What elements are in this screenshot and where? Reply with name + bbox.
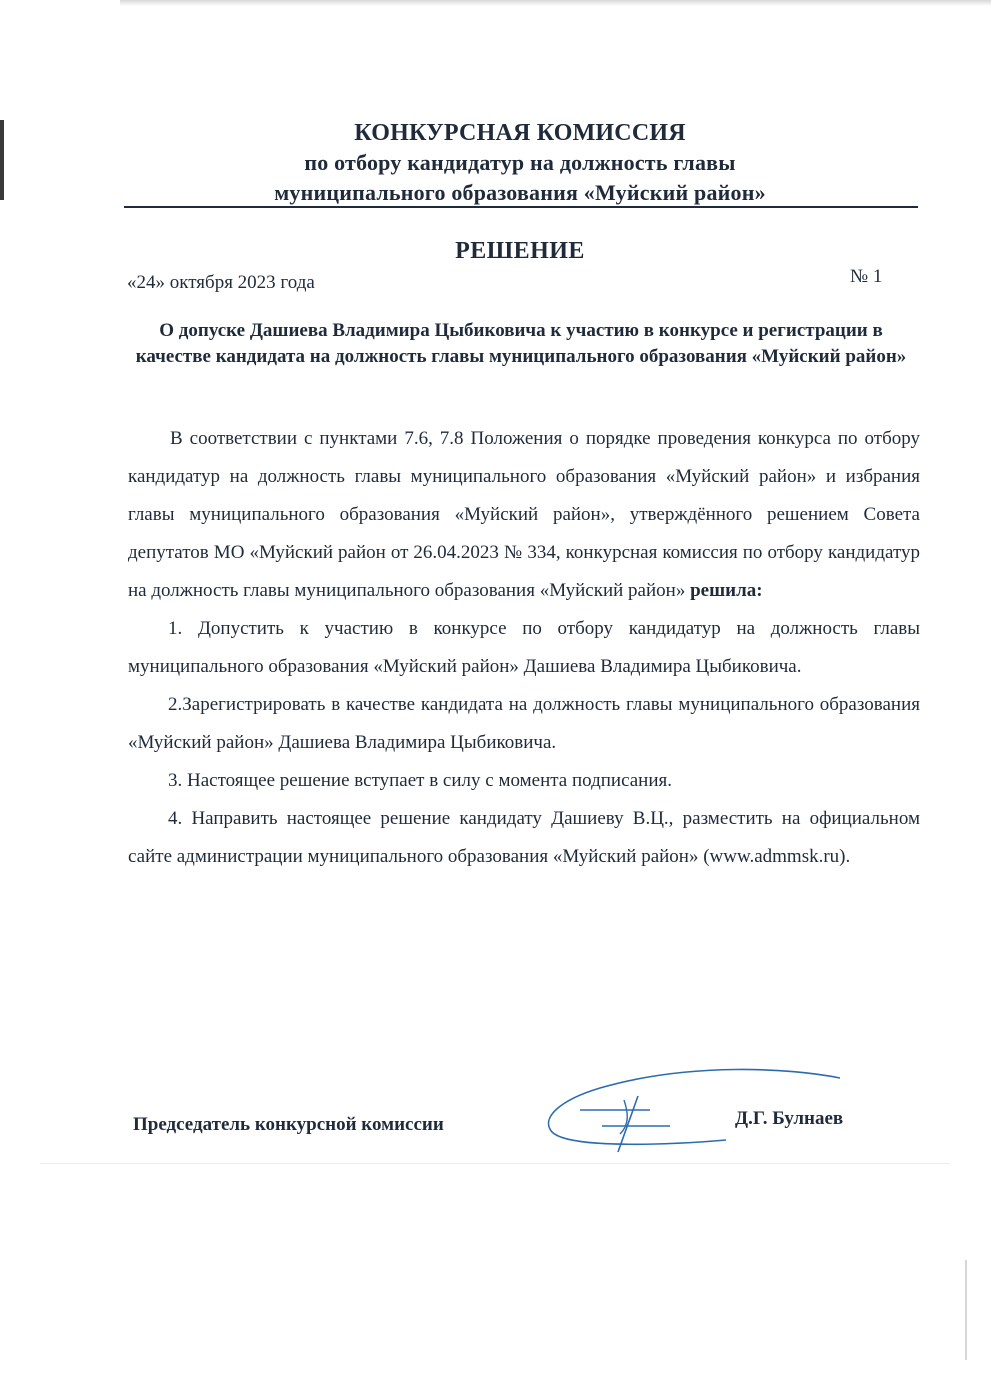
scan-edge-right — [965, 1260, 967, 1360]
commission-header — [120, 118, 920, 208]
faint-scan-line — [40, 1163, 950, 1164]
signature-block — [133, 1108, 893, 1152]
decision-subject: О допуске Дашиева Владимира Цыбиковича к участию в конкурсе и регистрации в качестве кандидата на должность главы муниципального образования «Муйский район» — [135, 320, 907, 367]
header-line-2: по отбору кандидатур на должность главы — [304, 150, 736, 175]
header-line-1: КОНКУРСНАЯ КОМИССИЯ — [354, 120, 686, 146]
document-number: № 1 — [850, 266, 883, 287]
decision-item-2: 2.Зарегистрировать в качестве кандидата на должность главы муниципального образования «Муйский район» Дашиева Владимира Цыбиковича. — [128, 694, 920, 753]
document-date: «24» октября 2023 года — [127, 272, 315, 293]
signatory-title: Председатель конкурсной комиссии — [133, 1114, 444, 1135]
decision-body — [128, 420, 920, 876]
intro-paragraph — [128, 420, 920, 610]
decision-item-1: 1. Допустить к участию в конкурсе по отбору кандидатур на должность главы муниципального образования «Муйский район» Дашиева Владимира Цыбиковича. — [128, 618, 920, 677]
decision-item-4: 4. Направить настоящее решение кандидату Дашиеву В.Ц., разместить на официальном сайте администрации муниципального образования «Муйский район» (www.admmsk.ru). — [128, 808, 920, 867]
decision-item-3: 3. Настоящее решение вступает в силу с момента подписания. — [168, 770, 673, 791]
signatory-name: Д.Г. Булнаев — [735, 1108, 844, 1129]
scan-edge-left — [0, 120, 4, 200]
resolved-keyword: решила: — [690, 580, 763, 601]
document-type-title: РЕШЕНИЕ — [455, 238, 585, 264]
header-line-3: муниципального образования «Муйский район» — [274, 180, 766, 205]
scan-edge-top — [120, 0, 991, 6]
intro-text: В соответствии с пунктами 7.6, 7.8 Положения о порядке проведения конкурса по отбору кандидатур на должность главы муниципального образования «Муйский район» и избрания главы муниципального образования «Муйский район», утверждённого решением Совета депутатов МО «Муйский район от 26.04.2023 № 334, конкурсная комиссия по отбору кандидатур на должность главы муниципального образования «Муйский район» — [128, 428, 920, 601]
header-divider — [124, 206, 918, 208]
